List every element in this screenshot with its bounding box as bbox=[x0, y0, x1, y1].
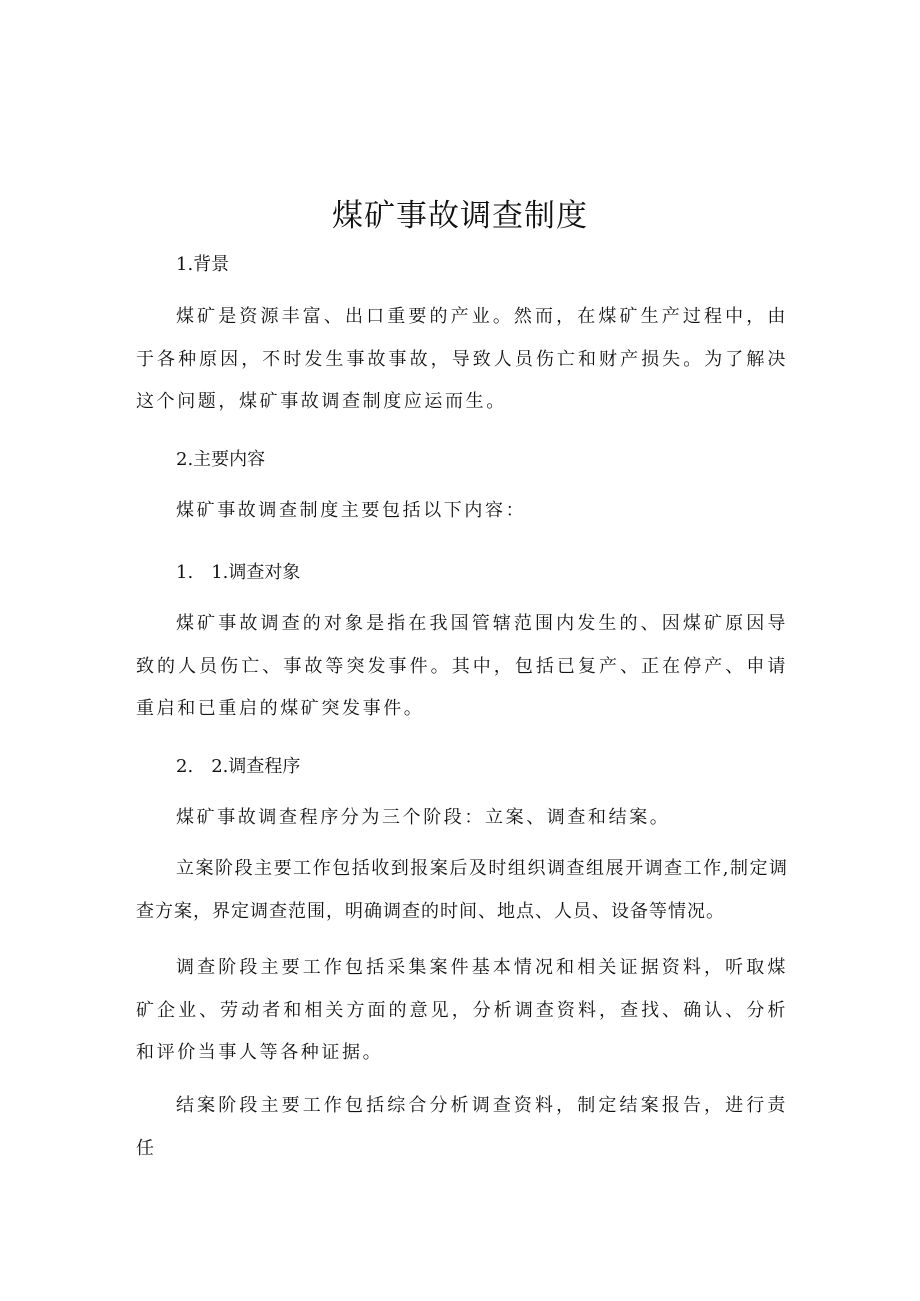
subsection-number: 2. bbox=[176, 756, 194, 777]
document-title: 煤矿事故调查制度 bbox=[332, 198, 588, 234]
investigation-procedure-intro: 煤矿事故调查程序分为三个阶段：立案、调查和结案。 bbox=[176, 807, 671, 828]
section-main-content-heading: 2.主要内容 bbox=[176, 449, 266, 470]
subsection-investigation-target-heading bbox=[176, 561, 300, 585]
section-background-heading: 1.背景 bbox=[176, 254, 230, 275]
subsection-investigation-procedure-heading bbox=[176, 755, 300, 779]
subsection-number: 1. bbox=[176, 562, 194, 583]
section-background-paragraph: 煤矿是资源丰富、出口重要的产业。然而，在煤矿生产过程中，由于各种原因，不时发生事故事故，导致人员伤亡和财产损失。为了解决这个问题，煤矿事故调查制度应运而生。 bbox=[136, 306, 788, 412]
subsection-heading-text: 2.调查程序 bbox=[211, 756, 301, 777]
investigation-stage-paragraph: 调查阶段主要工作包括采集案件基本情况和相关证据资料，听取煤矿企业、劳动者和相关方面的意见，分析调查资料，查找、确认、分析和评价当事人等各种证据。 bbox=[136, 957, 788, 1063]
subsection-heading-text: 1.调查对象 bbox=[211, 562, 301, 583]
filing-stage-paragraph: 立案阶段主要工作包括收到报案后及时组织调查组展开调查工作,制定调查方案，界定调查范围，明确调查的时间、地点、人员、设备等情况。 bbox=[136, 858, 788, 922]
investigation-target-paragraph: 煤矿事故调查的对象是指在我国管辖范围内发生的、因煤矿原因导致的人员伤亡、事故等突发事件。其中，包括已复产、正在停产、申请重启和已重启的煤矿突发事件。 bbox=[136, 613, 788, 719]
main-content-intro: 煤矿事故调查制度主要包括以下内容： bbox=[176, 500, 527, 521]
closing-stage-paragraph: 结案阶段主要工作包括综合分析调查资料，制定结案报告，进行责任 bbox=[136, 1095, 788, 1159]
